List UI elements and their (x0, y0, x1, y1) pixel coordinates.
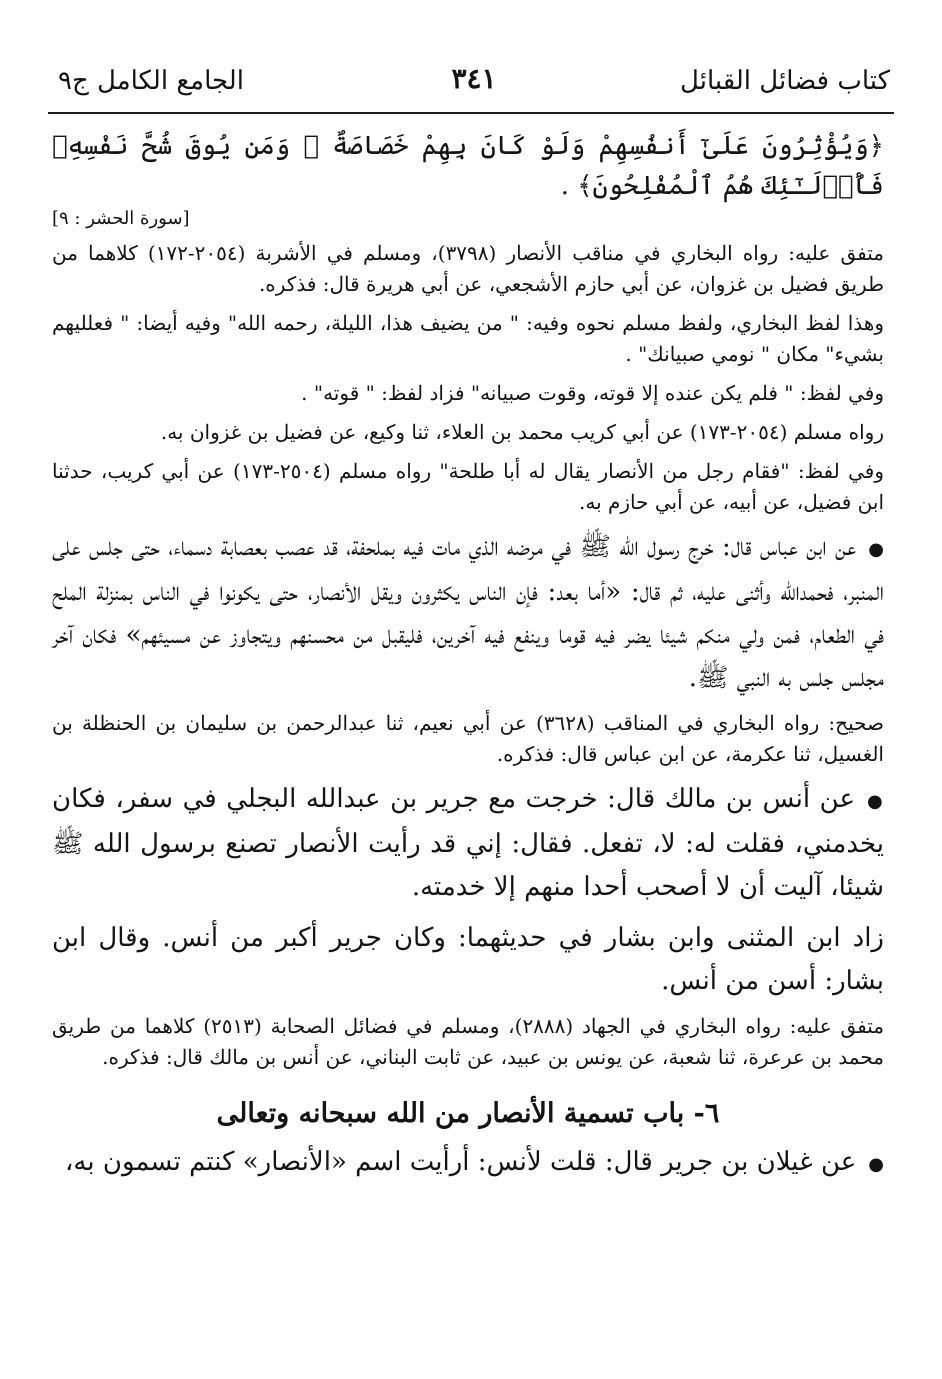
quran-verse: ﴿وَيُؤْثِرُونَ عَلَىٰٓ أَنفُسِهِمْ وَلَوْ كَانَ بِهِمْ خَصَاصَةٌ ۚ وَمَن يُوقَ شُحَّ نَفْسِهِۦ فَأُو۟لَـٰٓئِكَ هُمُ ٱلْمُفْلِحُونَ﴾ . (52, 131, 884, 201)
book-title: كتاب فضائل القبائل (680, 66, 890, 96)
takhrij-note: صحيح: رواه البخاري في المناقب (٣٦٢٨) عن أبي نعيم، ثنا عبدالرحمن بن سليمان بن الحنظلة بن الغسيل، ثنا عكرمة، عن ابن عباس قال: فذكره. (52, 711, 884, 766)
takhrij-note: متفق عليه: رواه البخاري في الجهاد (٢٨٨٨)، ومسلم في فضائل الصحابة (٢٥١٣) كلاهما من طريق محمد بن عرعرة، ثنا شعبة، عن يونس بن عبيد، عن ثابت البناني، عن أنس بن مالك قال: فذكره. (52, 1014, 884, 1069)
takhrij-note: وفي لفظ: "فقام رجل من الأنصار يقال له أبا طلحة" رواه مسلم (٢٥٠٤-١٧٣) عن أبي كريب، حدثنا ابن فضيل، عن أبيه، عن أبي حازم به. (52, 459, 884, 514)
takhrij-note: رواه مسلم (٢٠٥٤-١٧٣) عن أبي كريب محمد بن العلاء، ثنا وكيع، عن فضيل بن غزوان به. (160, 420, 884, 444)
hadith-addition: زاد ابن المثنى وابن بشار في حديثهما: وكان جرير أكبر من أنس. وقال ابن بشار: أسن من أنس. (52, 923, 884, 996)
hadith-text (52, 778, 884, 909)
hadith-body: عن غيلان بن جرير قال: قلت لأنس: أرأيت اسم «الأنصار» كنتم تسمون به، (65, 1147, 857, 1177)
chapter-heading: ٦- باب تسمية الأنصار من الله سبحانه وتعالى (216, 1098, 720, 1129)
takhrij-note: وفي لفظ: " فلم يكن عنده إلا قوته، وقوت صبيانه" فزاد لفظ: " قوته" . (301, 381, 884, 405)
bullet-icon: ● (868, 1154, 884, 1175)
hadith-body: عن ابن عباس قال: خرج رسول الله ﷺ في مرضه الذي مات فيه بملحفة، قد عصب بعصابة دسماء، حتى جلس على المنبر، فحمدالله وأثنى عليه، ثم قال: «أما بعد: فإن الناس يكثرون ويقل الأنصار، حتى يكونوا في الناس بمنزلة الملح في الطعام، فمن ولي منكم شيئا يضر فيه قوما وينفع فيه آخرين، فليقبل من محسنهم ويتجاوز عن مسيئهم» فكان آخر مجلس جلس به النبي ﷺ. (52, 532, 884, 693)
hadith-text (52, 526, 884, 700)
page-body (52, 126, 884, 1194)
volume-title: الجامع الكامل ج٩ (58, 66, 244, 96)
verse-reference: [سورة الحشر : ٩] (52, 208, 190, 229)
bullet-icon: ● (866, 791, 884, 812)
hadith-body: عن أنس بن مالك قال: خرجت مع جرير بن عبدالله البجلي في سفر، فكان يخدمني، فقلت له: لا، تفعل. فقال: إني قد رأيت الأنصار تصنع برسول الله ﷺ شيئا، آليت أن لا أصحب أحدا منهم إلا خدمته. (52, 784, 884, 902)
takhrij-note: وهذا لفظ البخاري، ولفظ مسلم نحوه وفيه: " من يضيف هذا، الليلة، رحمه الله" وفيه أيضا: " فعلليهم بشيء" مكان " نومي صبيانك" . (52, 311, 884, 366)
page-number: ٣٤١ (451, 62, 497, 95)
takhrij-note: متفق عليه: رواه البخاري في مناقب الأنصار (٣٧٩٨)، ومسلم في الأشربة (٢٠٥٤-١٧٢) كلاهما من طريق فضيل بن غزوان، عن أبي حازم الأشجعي، عن أبي هريرة قال: فذكره. (52, 241, 884, 296)
hadith-text (52, 1141, 884, 1186)
bullet-icon: ● (868, 539, 884, 560)
page-header (58, 58, 890, 110)
header-rule (48, 112, 894, 114)
